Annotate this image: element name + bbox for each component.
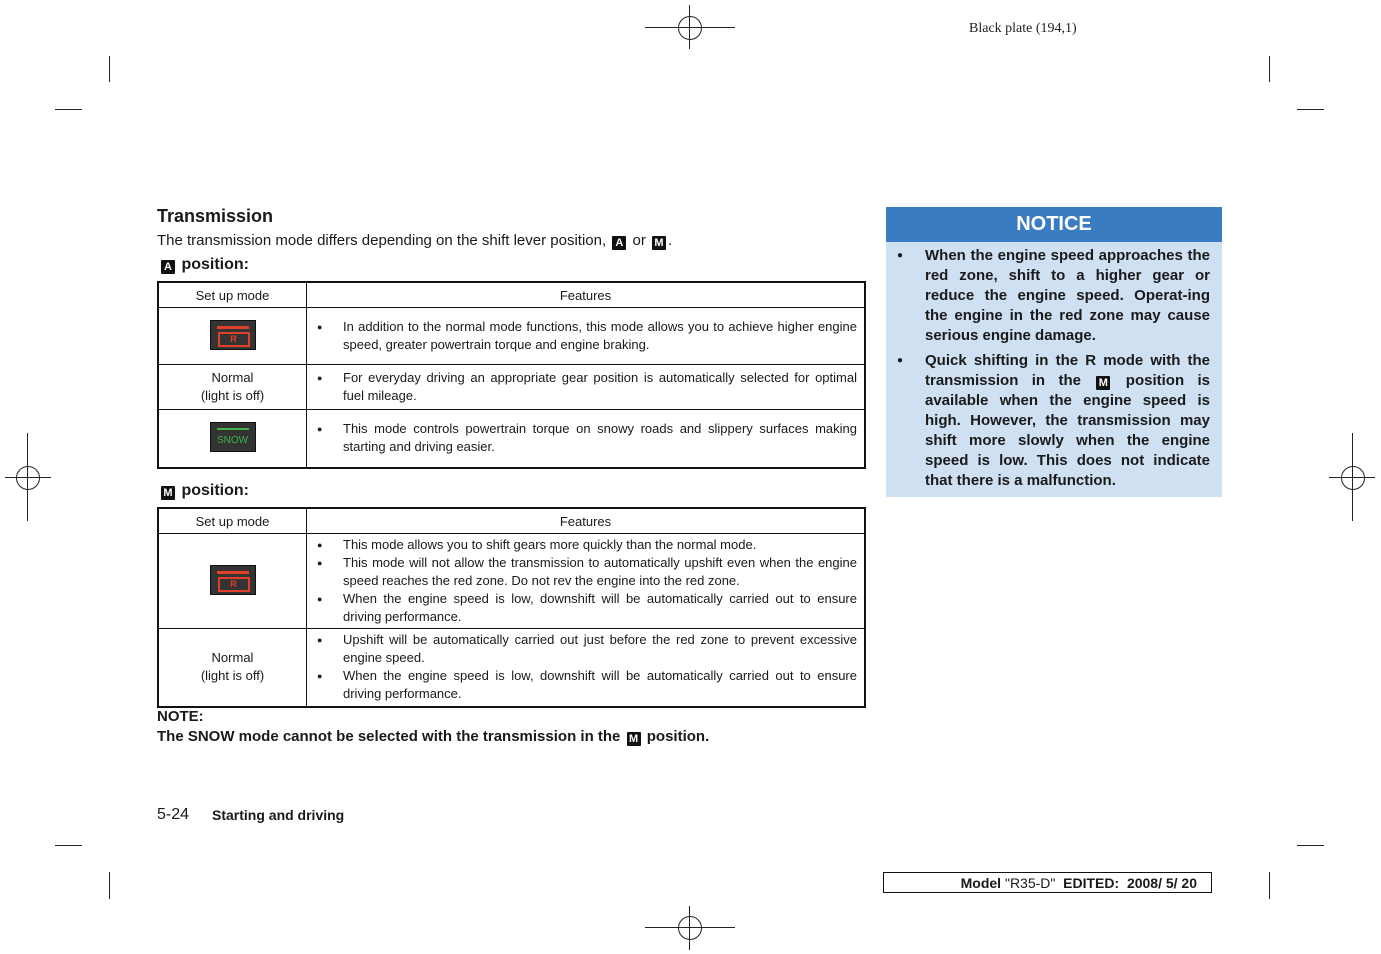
model-label: Model — [960, 875, 1002, 891]
crop-mark — [109, 872, 110, 899]
mode-label: Normal — [211, 650, 254, 666]
notice-item-text-after: position is available when the engine speed is high. However, the transmission may shift more slowly when the engine speed is low. This does not indicate that there is a malfunction. — [925, 372, 1211, 489]
intro-end: . — [668, 232, 673, 249]
m-position-key-icon: M — [1096, 376, 1110, 390]
m-position-key-icon: M — [652, 236, 666, 250]
features-cell — [307, 534, 866, 629]
notice-item-text-before: Quick shifting in the R mode with the transmission in the — [925, 352, 1210, 389]
list-item: ● This mode will not allow the transmission to automatically upshift even when the engine speed reaches the red zone. Do not rev the engine into the red zone. — [313, 554, 857, 590]
crop-mark — [55, 109, 82, 110]
a-position-heading-text: position: — [181, 256, 249, 273]
crop-mark — [55, 845, 82, 846]
edited-label: EDITED: — [1063, 875, 1120, 891]
edited-value: 2008/ 5/ 20 — [1126, 875, 1197, 891]
features-cell — [307, 308, 866, 365]
list-item: ● This mode controls powertrain torque on snowy roads and slippery surfaces making starting and driving easier. — [313, 420, 857, 456]
m-position-key-icon: M — [161, 486, 175, 500]
table-row — [158, 308, 865, 365]
model-edited-box — [883, 872, 1212, 893]
crop-mark — [1269, 872, 1270, 899]
table-header-row — [158, 508, 865, 534]
mode-cell — [158, 410, 307, 468]
mode-cell — [158, 308, 307, 365]
page-number: 5-24 — [157, 806, 190, 823]
section-name: Starting and driving — [212, 807, 345, 823]
snow-indicator-text: SNOW — [216, 434, 249, 446]
mode-label: Normal — [211, 370, 254, 385]
note-text-before: The SNOW mode cannot be selected with the transmission in the — [157, 728, 621, 745]
list-item: ● When the engine speed is low, downshift will be automatically carried out to ensure driving performance. — [313, 590, 857, 626]
crop-mark — [1297, 109, 1324, 110]
r-mode-indicator-icon — [210, 320, 256, 350]
crop-mark — [1297, 845, 1324, 846]
list-item: ● When the engine speed is low, downshift will be automatically carried out to ensure driving performance. — [313, 667, 857, 703]
snow-mode-indicator-icon — [210, 422, 256, 452]
intro-text — [157, 232, 672, 250]
crop-mark — [1269, 56, 1270, 82]
table-row — [158, 365, 865, 410]
crop-mark — [109, 56, 110, 82]
a-position-key-icon: A — [612, 236, 626, 250]
m-position-heading — [159, 482, 249, 500]
a-position-table — [157, 281, 866, 469]
features-cell — [307, 629, 866, 707]
m-position-table — [157, 507, 866, 708]
intro-or: or — [632, 232, 646, 249]
col-header-setup: Set up mode — [158, 282, 307, 308]
features-cell — [307, 410, 866, 468]
note-heading: NOTE: — [157, 708, 204, 725]
m-position-key-icon: M — [627, 732, 641, 746]
intro-body: The transmission mode differs depending on the shift lever position, — [157, 232, 607, 249]
mode-cell — [158, 365, 307, 410]
model-value: "R35-D" — [1004, 875, 1056, 891]
note-text-after: position. — [646, 728, 710, 745]
notice-item — [886, 351, 1210, 491]
r-indicator-letter: R — [218, 577, 250, 592]
mode-cell — [158, 629, 307, 707]
features-cell — [307, 365, 866, 410]
table-row — [158, 410, 865, 468]
a-position-heading — [159, 256, 249, 274]
list-item: ● In addition to the normal mode functions, this mode allows you to achieve higher engine speed, greater powertrain torque and engine braking. — [313, 318, 857, 354]
mode-sublabel: (light is off) — [200, 388, 265, 403]
list-item: ● For everyday driving an appropriate gear position is automatically selected for optimal fuel mileage. — [313, 369, 857, 405]
list-item: ● This mode allows you to shift gears more quickly than the normal mode. — [313, 536, 857, 554]
r-indicator-letter: R — [218, 332, 250, 347]
m-position-heading-text: position: — [181, 482, 249, 499]
list-item: ● Upshift will be automatically carried out just before the red zone to prevent excessive engine speed. — [313, 631, 857, 667]
col-header-setup: Set up mode — [158, 508, 307, 534]
section-title: Transmission — [157, 206, 274, 226]
mode-sublabel: (light is off) — [200, 668, 265, 684]
mode-cell — [158, 534, 307, 629]
notice-box — [886, 207, 1222, 497]
table-row — [158, 534, 865, 629]
col-header-features: Features — [307, 282, 866, 308]
plate-label: Black plate (194,1) — [969, 21, 1077, 36]
r-mode-indicator-icon — [210, 565, 256, 595]
a-position-key-icon: A — [161, 260, 175, 274]
table-row — [158, 629, 865, 707]
note-text — [157, 728, 709, 746]
notice-item: ● When the engine speed approaches the red zone, shift to a higher gear or reduce the engine speed. Operat-ing the engine in the red zone may cause serious engine damage. — [886, 246, 1210, 346]
col-header-features: Features — [307, 508, 866, 534]
table-header-row — [158, 282, 865, 308]
notice-heading: NOTICE — [886, 207, 1222, 242]
